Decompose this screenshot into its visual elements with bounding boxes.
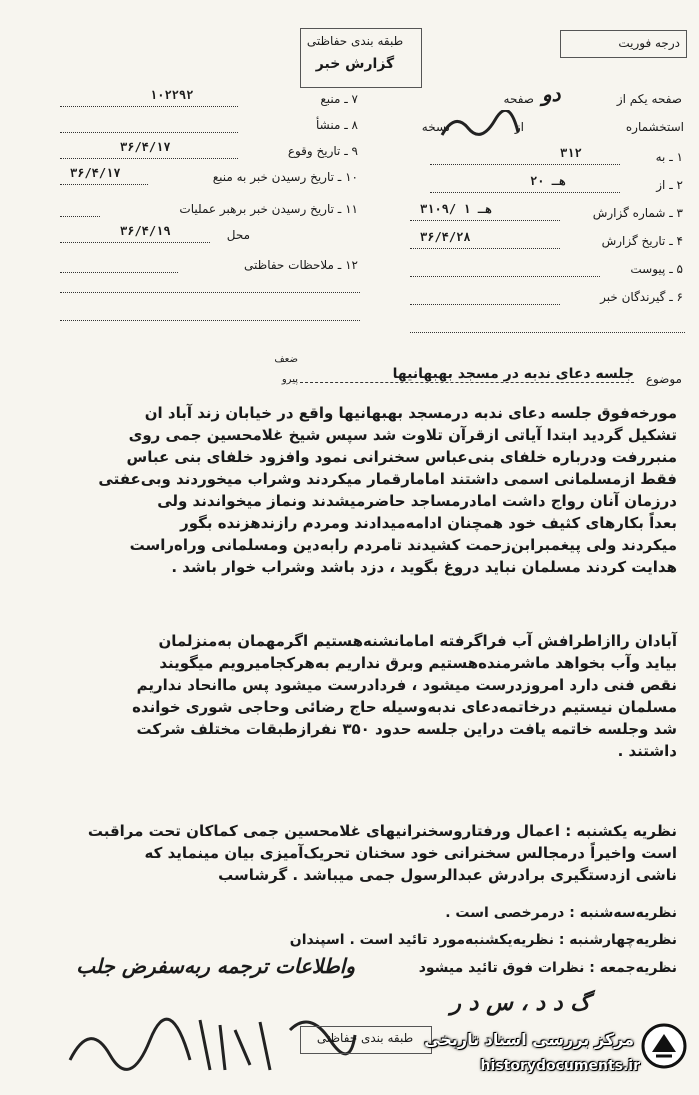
- handwritten-note: واطلاعات ترجمه ربه‌سفرض جلب: [76, 954, 355, 978]
- field-received-source-value: ۳۶/۴/۱۷: [70, 166, 121, 180]
- body-paragraph-2: [25, 630, 677, 762]
- opinion-friday: نظریه‌جمعه : نظرات فوق تائید میشود: [418, 960, 677, 976]
- report-title: گزارش خبر: [315, 56, 395, 72]
- field-received-source-line: [60, 184, 148, 185]
- field-to-line: [430, 164, 620, 165]
- body-paragraph-3: [25, 820, 677, 886]
- field-report-date-line: [410, 248, 560, 249]
- field-report-date-value: ۳۶/۴/۲۸: [420, 230, 471, 244]
- subject-note-bottom: پیرو: [281, 374, 298, 385]
- field-from-label: ۲ ـ از: [656, 178, 683, 192]
- watermark-title: مرکز بررسی اسناد تاریخی: [424, 1030, 634, 1049]
- body-line: ناشی ازدستگیری برادرش عبدالرسول جمی میباشد . گرشاسب: [218, 866, 677, 884]
- right-extra-line: [410, 332, 685, 333]
- body-line: درزمان آنان رواج داشت امادرمساجد حاضرمیشدند ونماز میخواندند ولی: [157, 492, 677, 510]
- page-label: صفحه یکم از: [616, 92, 682, 106]
- body-line: تشکیل گردید ابتدا آیاتی ازقرآن تلاوت شد سپس شیخ غلامحسین جمی روی: [128, 426, 677, 444]
- field-received-source-label: ۱۰ ـ تاریخ رسیدن خبر به منبع: [212, 170, 358, 184]
- field-report-date-label: ۴ ـ تاریخ گزارش: [601, 234, 683, 248]
- body-line: بیاید وآب بخواهد ماشرمنده‌هستیم وبرق نداریم به‌هرکجامیرویم میگویند: [159, 654, 677, 672]
- page-handwritten: دو: [542, 82, 561, 106]
- body-line: نقص فنی دارد امروزدرست میشود ، فردادرست میشود پس ماانحاد نداریم: [136, 676, 677, 694]
- footer-classification: طبقه بندی حفاظتی: [316, 1031, 414, 1045]
- left-extra-line-1: [60, 292, 360, 293]
- left-fields: [60, 88, 360, 282]
- field-recipients-label: ۶ ـ گیرندگان خبر: [600, 290, 683, 304]
- opinion-wednesday: نظریه‌چهارشنبه : نظریه‌یکشنبه‌مورد تائید است . اسپندان: [289, 932, 677, 948]
- field-source-value: ۱۰۲۲۹۲: [150, 88, 194, 102]
- body-line: داشتند .: [617, 742, 677, 760]
- subject-label: موضوع: [645, 372, 682, 386]
- field-received-ops-line: [60, 216, 100, 217]
- body-line: میکردند ولی پیغمبرابن‌زحمت کشیدند تامردم رابه‌دین ومسلمانی وراه‌راست: [129, 536, 677, 554]
- body-line: نظریه یکشنبه : اعمال ورفتاروسخنرانیهای غلامحسین جمی کماکان تحت مراقبت: [87, 822, 677, 840]
- watermark-url: historydocuments.ir: [480, 1058, 640, 1074]
- opinion-tuesday: نظریه‌سه‌شنبه : درمرخصی است .: [445, 905, 677, 921]
- body-line: بعداً بکارهای کثیف خود همچنان ادامه‌میدادند ومردم رازندهزنده بگور: [180, 514, 677, 532]
- handwritten-squiggle: [440, 110, 520, 140]
- copy-suffix: نسخه: [421, 120, 450, 134]
- copy-label: استخشماره: [625, 120, 684, 134]
- body-line: هدایت کردند مسلمان نباید دروغ بگوید ، دزد باشد وشراب خوار باشد .: [171, 558, 677, 576]
- subject-text: جلسه‌ دعای ندبه در مسجد بهبهانیها: [300, 366, 634, 383]
- body-paragraph-1: [25, 402, 677, 578]
- right-fields: [410, 146, 685, 310]
- field-to-value: ۳۱۲: [560, 146, 582, 160]
- field-attachment-line: [410, 276, 600, 277]
- copy-from: از: [514, 120, 524, 134]
- field-occurrence-label: ۹ ـ تاریخ وقوع: [287, 144, 358, 158]
- field-origin-line: [60, 132, 238, 133]
- field-report-number-label: ۳ ـ شماره گزارش: [592, 206, 683, 220]
- body-line: مورخه‌فوق جلسه‌ دعای ندبه درمسجد بهبهانیها واقع در خیابان زند آباد ان: [144, 404, 677, 422]
- subject-note-top: ضعف: [274, 354, 298, 365]
- field-notes-line: [60, 272, 178, 273]
- field-occurrence-line: [60, 158, 238, 159]
- field-attachment-label: ۵ ـ پیوست: [630, 262, 683, 276]
- left-extra-line-2: [60, 320, 360, 321]
- field-received-ops-label: ۱۱ ـ تاریخ رسیدن خبر برهبر عملیات: [179, 202, 358, 216]
- body-line: است واخیراً درمجالس سخنرانی خود سخنان تحریک‌آمیزی بیان مینماید که: [144, 844, 677, 862]
- field-from-value: ۲۰ هـ: [530, 174, 567, 188]
- page-suffix: صفحه: [503, 92, 534, 106]
- field-place-label: محل: [226, 228, 250, 242]
- classification-title: طبقه بندی حفاظتی: [306, 34, 404, 48]
- body-line: آبادان راازاطرافش آب فراگرفته امامانشنه‌هستیم اگرمهمان به‌منزلمان: [158, 632, 677, 650]
- signature: گ د د ، س د ر: [450, 990, 590, 1016]
- field-occurrence-value: ۳۶/۴/۱۷: [120, 140, 171, 154]
- field-from-line: [430, 192, 620, 193]
- field-notes-label: ۱۲ ـ ملاحظات حفاظتی: [244, 258, 358, 272]
- field-source-line: [60, 106, 238, 107]
- body-line: فقط ازمسلمانی اسمی داشتند امامارقمار میکردند وشراب میخوردند وبی‌عفتی: [98, 470, 677, 488]
- field-recipients-line: [410, 304, 560, 305]
- field-report-number-line: [410, 220, 560, 221]
- urgency-label: درجه فوریت: [618, 36, 680, 50]
- field-report-number-value: ۳۱۰۹/ هـ ۱: [420, 202, 493, 216]
- field-source-label: ۷ ـ منبع: [320, 92, 358, 106]
- body-line: منبررفت ودرباره خلفای بنی‌عباس سخنرانی نمود وافزود خلفای بنی عباس: [126, 448, 677, 466]
- watermark-logo-icon: [640, 1022, 688, 1070]
- field-place-line: [60, 242, 210, 243]
- field-to-label: ۱ ـ به: [655, 150, 683, 164]
- body-line: شد وجلسه خاتمه یافت دراین جلسه حدود ۳۵۰ نفرازطبقات مختلف شرکت: [136, 720, 677, 738]
- field-origin-label: ۸ ـ منشأ: [315, 118, 358, 132]
- field-place-value: ۳۶/۴/۱۹: [120, 224, 171, 238]
- body-line: مسلمان نیستیم درخاتمه‌دعای ندبه‌وسیله حاج رضائی وحاجی شوری خوانده: [132, 698, 677, 716]
